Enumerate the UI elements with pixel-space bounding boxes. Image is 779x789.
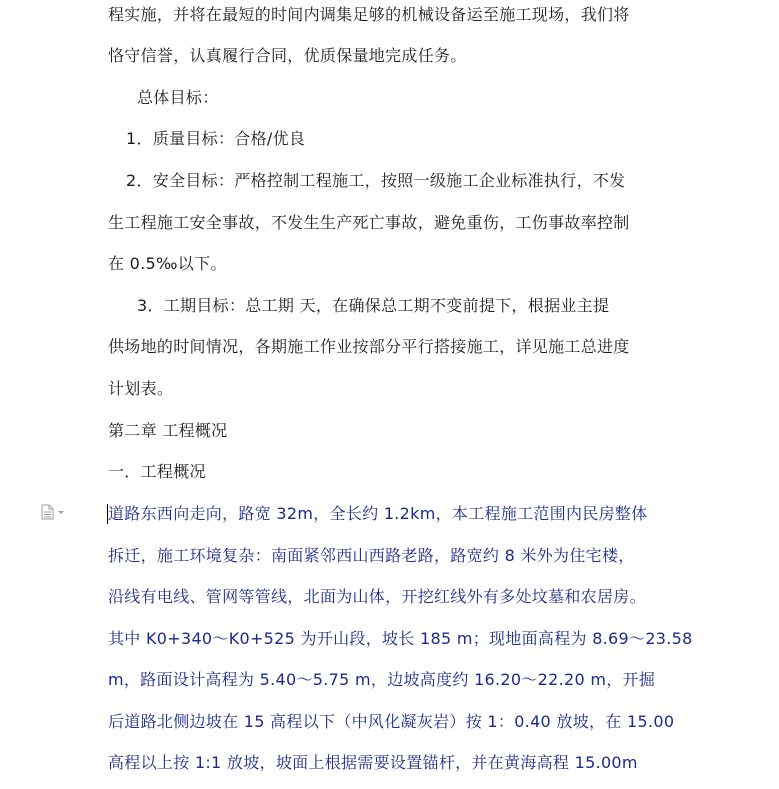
- text-line: 3．工期目标：总工期 天，在确保总工期不变前提下，根据业主提: [137, 296, 610, 315]
- subsection-heading: 一．工程概况: [108, 462, 206, 481]
- text-line: 生工程施工安全事故，不发生生产死亡事故，避免重伤，工伤事故率控制: [108, 213, 630, 232]
- document-icon[interactable]: [40, 504, 66, 520]
- text-line: m，路面设计高程为 5.40～5.75 m，边坡高度约 16.20～22.20 m，开掘: [108, 670, 656, 689]
- text-line: 拆迁，施工环境复杂：南面紧邻西山西路老路，路宽约 8 米外为住宅楼，: [108, 546, 635, 565]
- text-line[interactable]: 道路东西向走向，路宽 32m，全长约 1.2km，本工程施工范围内民房整体: [108, 504, 648, 523]
- section-heading: 第二章 工程概况: [108, 421, 228, 440]
- text-line: 恪守信誉，认真履行合同，优质保量地完成任务。: [108, 46, 467, 65]
- text-line: 2．安全目标：严格控制工程施工，按照一级施工企业标准执行，不发: [126, 171, 626, 190]
- text-line: 后道路北侧边坡在 15 高程以下（中风化凝灰岩）按 1：0.40 放坡，在 15.00: [108, 712, 675, 731]
- text-line: 1．质量目标：合格/优良: [126, 129, 306, 148]
- text-line: 计划表。: [108, 379, 174, 398]
- document-icon-graphic: [40, 504, 66, 520]
- text-line: 总体目标：: [137, 88, 219, 107]
- text-line: 供场地的时间情况，各期施工作业按部分平行搭接施工，详见施工总进度: [108, 337, 630, 356]
- text-line: 沿线有电线、管网等管线，北面为山体，开挖红线外有多处坟墓和农居房。: [108, 587, 646, 606]
- text-line: 在 0.5‰以下。: [108, 254, 227, 273]
- text-line: 高程以上按 1:1 放坡，坡面上根据需要设置锚杆，并在黄海高程 15.00m: [108, 753, 638, 772]
- text-line: 程实施，并将在最短的时间内调集足够的机械设备运至施工现场，我们将: [108, 5, 630, 24]
- text-line: 其中 K0+340～K0+525 为开山段，坡长 185 m；现地面高程为 8.69～23.58: [108, 629, 693, 648]
